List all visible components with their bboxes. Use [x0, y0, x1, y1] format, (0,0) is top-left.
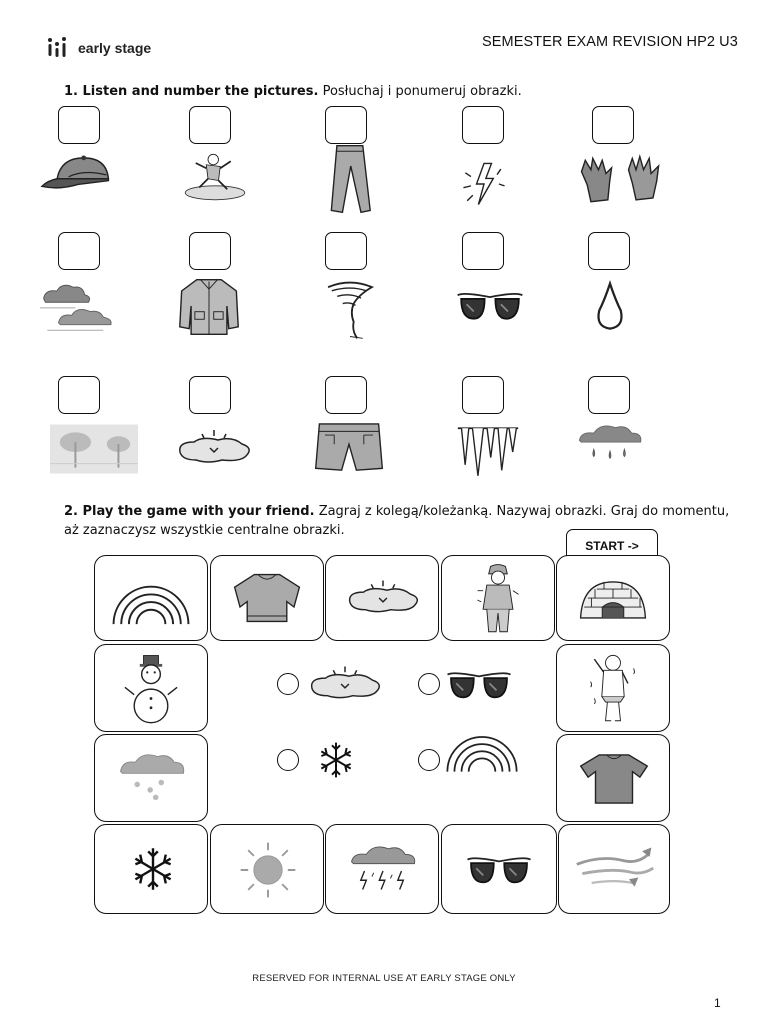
sunglasses-icon [464, 849, 534, 893]
board-cell[interactable] [210, 824, 324, 914]
rain-cloud-icon [574, 420, 646, 466]
exercise1-instruction [64, 82, 744, 101]
answer-box[interactable] [58, 376, 100, 414]
board-cell[interactable] [325, 555, 439, 641]
board-cell[interactable] [556, 734, 670, 822]
gloves-icon [574, 152, 668, 210]
answer-box[interactable] [462, 106, 504, 144]
answer-box[interactable] [189, 106, 231, 144]
storm-icon [346, 843, 420, 899]
cold-child-icon [470, 562, 526, 638]
answer-box[interactable] [462, 232, 504, 270]
board-cell[interactable] [325, 824, 439, 914]
center-checkbox[interactable] [277, 749, 299, 771]
puddle-icon [174, 428, 254, 468]
snow-cloud-icon [115, 749, 189, 805]
trousers-icon [318, 142, 378, 216]
jacket-icon [174, 274, 244, 340]
exercise1-subtitle: Posłuchaj i ponumeruj obrazki. [322, 84, 522, 99]
snowflake-icon [316, 740, 356, 780]
rainbow-icon [442, 730, 522, 776]
raindrop-icon [592, 280, 628, 334]
sun-icon [235, 837, 301, 903]
foggy-trees-icon [50, 424, 138, 474]
page-number: 1 [714, 996, 721, 1010]
start-label: START -> [566, 529, 658, 563]
answer-box[interactable] [592, 106, 634, 144]
tshirt-icon [577, 751, 651, 807]
page-title: SEMESTER EXAM REVISION HP2 U3 [482, 34, 738, 50]
board-cell[interactable] [441, 555, 555, 641]
snowflake-icon [129, 845, 177, 893]
answer-box[interactable] [325, 106, 367, 144]
answer-box[interactable] [189, 376, 231, 414]
answer-box[interactable] [588, 376, 630, 414]
board-cell[interactable] [558, 824, 670, 914]
center-checkbox[interactable] [277, 673, 299, 695]
shorts-icon [312, 420, 386, 476]
icicles-icon [456, 424, 520, 480]
answer-box[interactable] [325, 376, 367, 414]
answer-box[interactable] [58, 232, 100, 270]
board-cell[interactable] [94, 555, 208, 641]
child-slipping-icon [180, 148, 250, 206]
tornado-icon [322, 278, 378, 342]
rainbow-icon [107, 580, 195, 628]
sweater-icon [231, 570, 303, 626]
puddle-icon [344, 578, 422, 618]
exercise2-subtitle: Zagraj z kolegą/koleżanką. Nazywaj obrazki. Graj do momentu, aż zaznaczysz wszystkie centralne obrazki. [64, 504, 730, 538]
board-cell[interactable] [441, 824, 557, 914]
board-cell[interactable] [94, 734, 208, 822]
exercise1-title: 1. Listen and number the pictures. [64, 84, 319, 99]
answer-box[interactable] [58, 106, 100, 144]
board-cell[interactable] [556, 555, 670, 641]
sunglasses-icon [454, 284, 526, 330]
board-cell[interactable] [94, 644, 208, 732]
wind-icon [573, 845, 657, 893]
exercise2-title: 2. Play the game with your friend. [64, 504, 315, 519]
brand-name: early stage [78, 40, 152, 56]
answer-box[interactable] [588, 232, 630, 270]
clouds-icon [36, 278, 124, 334]
board-cell[interactable] [94, 824, 208, 914]
cap-icon [40, 150, 116, 198]
answer-box[interactable] [462, 376, 504, 414]
brand-logo [46, 36, 151, 60]
early-stage-logo-icon [46, 36, 70, 60]
igloo-icon [577, 576, 649, 622]
center-checkbox[interactable] [418, 749, 440, 771]
puddle-icon [306, 664, 384, 704]
lightning-icon [456, 156, 512, 212]
answer-box[interactable] [189, 232, 231, 270]
board-cell[interactable] [210, 555, 324, 641]
center-checkbox[interactable] [418, 673, 440, 695]
sunglasses-icon [444, 664, 514, 708]
answer-box[interactable] [325, 232, 367, 270]
board-cell[interactable] [556, 644, 670, 732]
snowman-icon [123, 653, 179, 729]
footer-note: RESERVED FOR INTERNAL USE AT EARLY STAGE ONLY [252, 973, 516, 984]
hot-child-icon [585, 651, 641, 727]
